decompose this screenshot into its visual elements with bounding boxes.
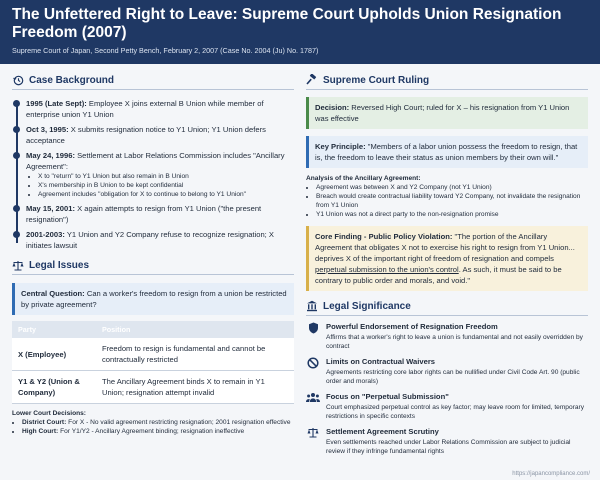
prohibited-icon <box>306 357 320 371</box>
decision-box: Decision: Reversed High Court; ruled for X – his resignation from Y1 Union was effective <box>306 97 588 129</box>
gavel-icon <box>306 74 318 86</box>
significance-item: Limits on Contractual Waivers Agreements restricting core labor rights can be nullified under Civil Code Art. 90 (public order and morals) <box>306 357 588 386</box>
scales-icon <box>306 427 320 441</box>
page-header <box>0 0 600 64</box>
list-item: • Y1 Union was not a direct party to the non-resignation promise <box>316 210 588 219</box>
issues-section-title: Legal Issues <box>12 259 294 275</box>
lower-court-decisions: Lower Court Decisions: • District Court: For X - No valid agreement restricting resignation; 2001 resignation effective • High Court: For Y1/Y2 - Ancillary Agreement binding; resignation ineffective <box>12 409 294 436</box>
timeline-item: 1995 (Late Sept): Employee X joins external B Union while member of enterprise union Y1 Union <box>26 98 294 120</box>
table-row: X (Employee) Freedom to resign is fundamental and cannot be contractually restricted <box>12 338 294 371</box>
table-header-position: Position <box>96 321 294 338</box>
list-item: • High Court: For Y1/Y2 - Ancillary Agreement binding; resignation ineffective <box>22 427 294 436</box>
timeline <box>12 98 294 251</box>
landmark-icon <box>306 300 318 312</box>
significance-item: Settlement Agreement Scrutiny Even settlements reached under Labor Relations Commission are subject to judicial review if they infringe fundamental rights <box>306 427 588 456</box>
table-header-party: Party <box>12 321 96 338</box>
timeline-item: 2001-2003: Y1 Union and Y2 Company refuse to recognize resignation; X initiates lawsuit <box>26 229 294 251</box>
people-icon <box>306 392 320 406</box>
footer-url: https://japancompliance.com/ <box>512 471 590 477</box>
ruling-section-title: Supreme Court Ruling <box>306 74 588 90</box>
central-question-box: Central Question: Can a worker's freedom to resign from a union be restricted by private agreement? <box>12 283 294 315</box>
list-item: • Breach would create contractual liability toward Y2 Company, not invalidate the resignation from Y1 Union <box>316 192 588 210</box>
table-row: Y1 & Y2 (Union & Company) The Ancillary Agreement binds X to remain in Y1 Union; resignation attempt invalid <box>12 371 294 404</box>
positions-table <box>12 321 294 404</box>
left-column <box>12 64 294 436</box>
right-column <box>306 64 588 456</box>
key-principle-box: Key Principle: "Members of a labor union possess the freedom to resign, that is, the freedom to leave their status as union members by their own will." <box>306 136 588 168</box>
page-title: The Unfettered Right to Leave: Supreme Court Upholds Union Resignation Freedom (2007) <box>12 6 562 41</box>
analysis-section: Analysis of the Ancillary Agreement: • Agreement was between X and Y2 Company (not Y1 Union) • Breach would create contractual liability toward Y2 Company, not invalidate the resignation from Y1 Union • Y1 Union was not a direct party to the non-resignation promise <box>306 174 588 219</box>
timeline-item: May 24, 1996: Settlement at Labor Relations Commission includes "Ancillary Agreement": • X to "return" to Y1 Union but also remain in B Union • X's membership in B Union to be kept confidential • Agreement includes "obligation for X to continue to belong to Y1 Union" <box>26 150 294 199</box>
timeline-item: May 15, 2001: X again attempts to resign from Y1 Union ("the present resignation") <box>26 203 294 225</box>
history-icon <box>12 74 24 86</box>
core-finding-box: Core Finding - Public Policy Violation: "The portion of the Ancillary Agreement that obligates X not to exercise his right to resign from Y1 Union... deprives X of the important right of freedom of resignation and compels perpetual submission to the union's control. As such, it must be said to be contrary to public order and morals, and void." <box>306 226 588 291</box>
significance-section-title: Legal Significance <box>306 300 588 316</box>
background-section-title: Case Background <box>12 74 294 90</box>
timeline-sub-list: • X to "return" to Y1 Union but also remain in B Union • X's membership in B Union to be kept confidential • Agreement includes "obligation for X to continue to belong to Y1 Union" <box>26 172 294 199</box>
list-item: • Agreement was between X and Y2 Company (not Y1 Union) <box>316 183 588 192</box>
significance-item: Focus on "Perpetual Submission" Court emphasized perpetual control as key factor; may leave room for limited, temporary restrictions in specific contexts <box>306 392 588 421</box>
timeline-item: Oct 3, 1995: X submits resignation notice to Y1 Union; Y1 Union defers acceptance <box>26 124 294 146</box>
shield-icon <box>306 322 320 336</box>
page-subtitle: Supreme Court of Japan, Second Petty Bench, February 2, 2007 (Case No. 2004 (Ju) No. 1787) <box>12 46 319 55</box>
significance-item: Powerful Endorsement of Resignation Freedom Affirms that a worker's right to leave a union is fundamental and not easily overridden by contract <box>306 322 588 351</box>
list-item: • District Court: For X - No valid agreement restricting resignation; 2001 resignation effective <box>22 418 294 427</box>
scales-icon <box>12 259 24 271</box>
